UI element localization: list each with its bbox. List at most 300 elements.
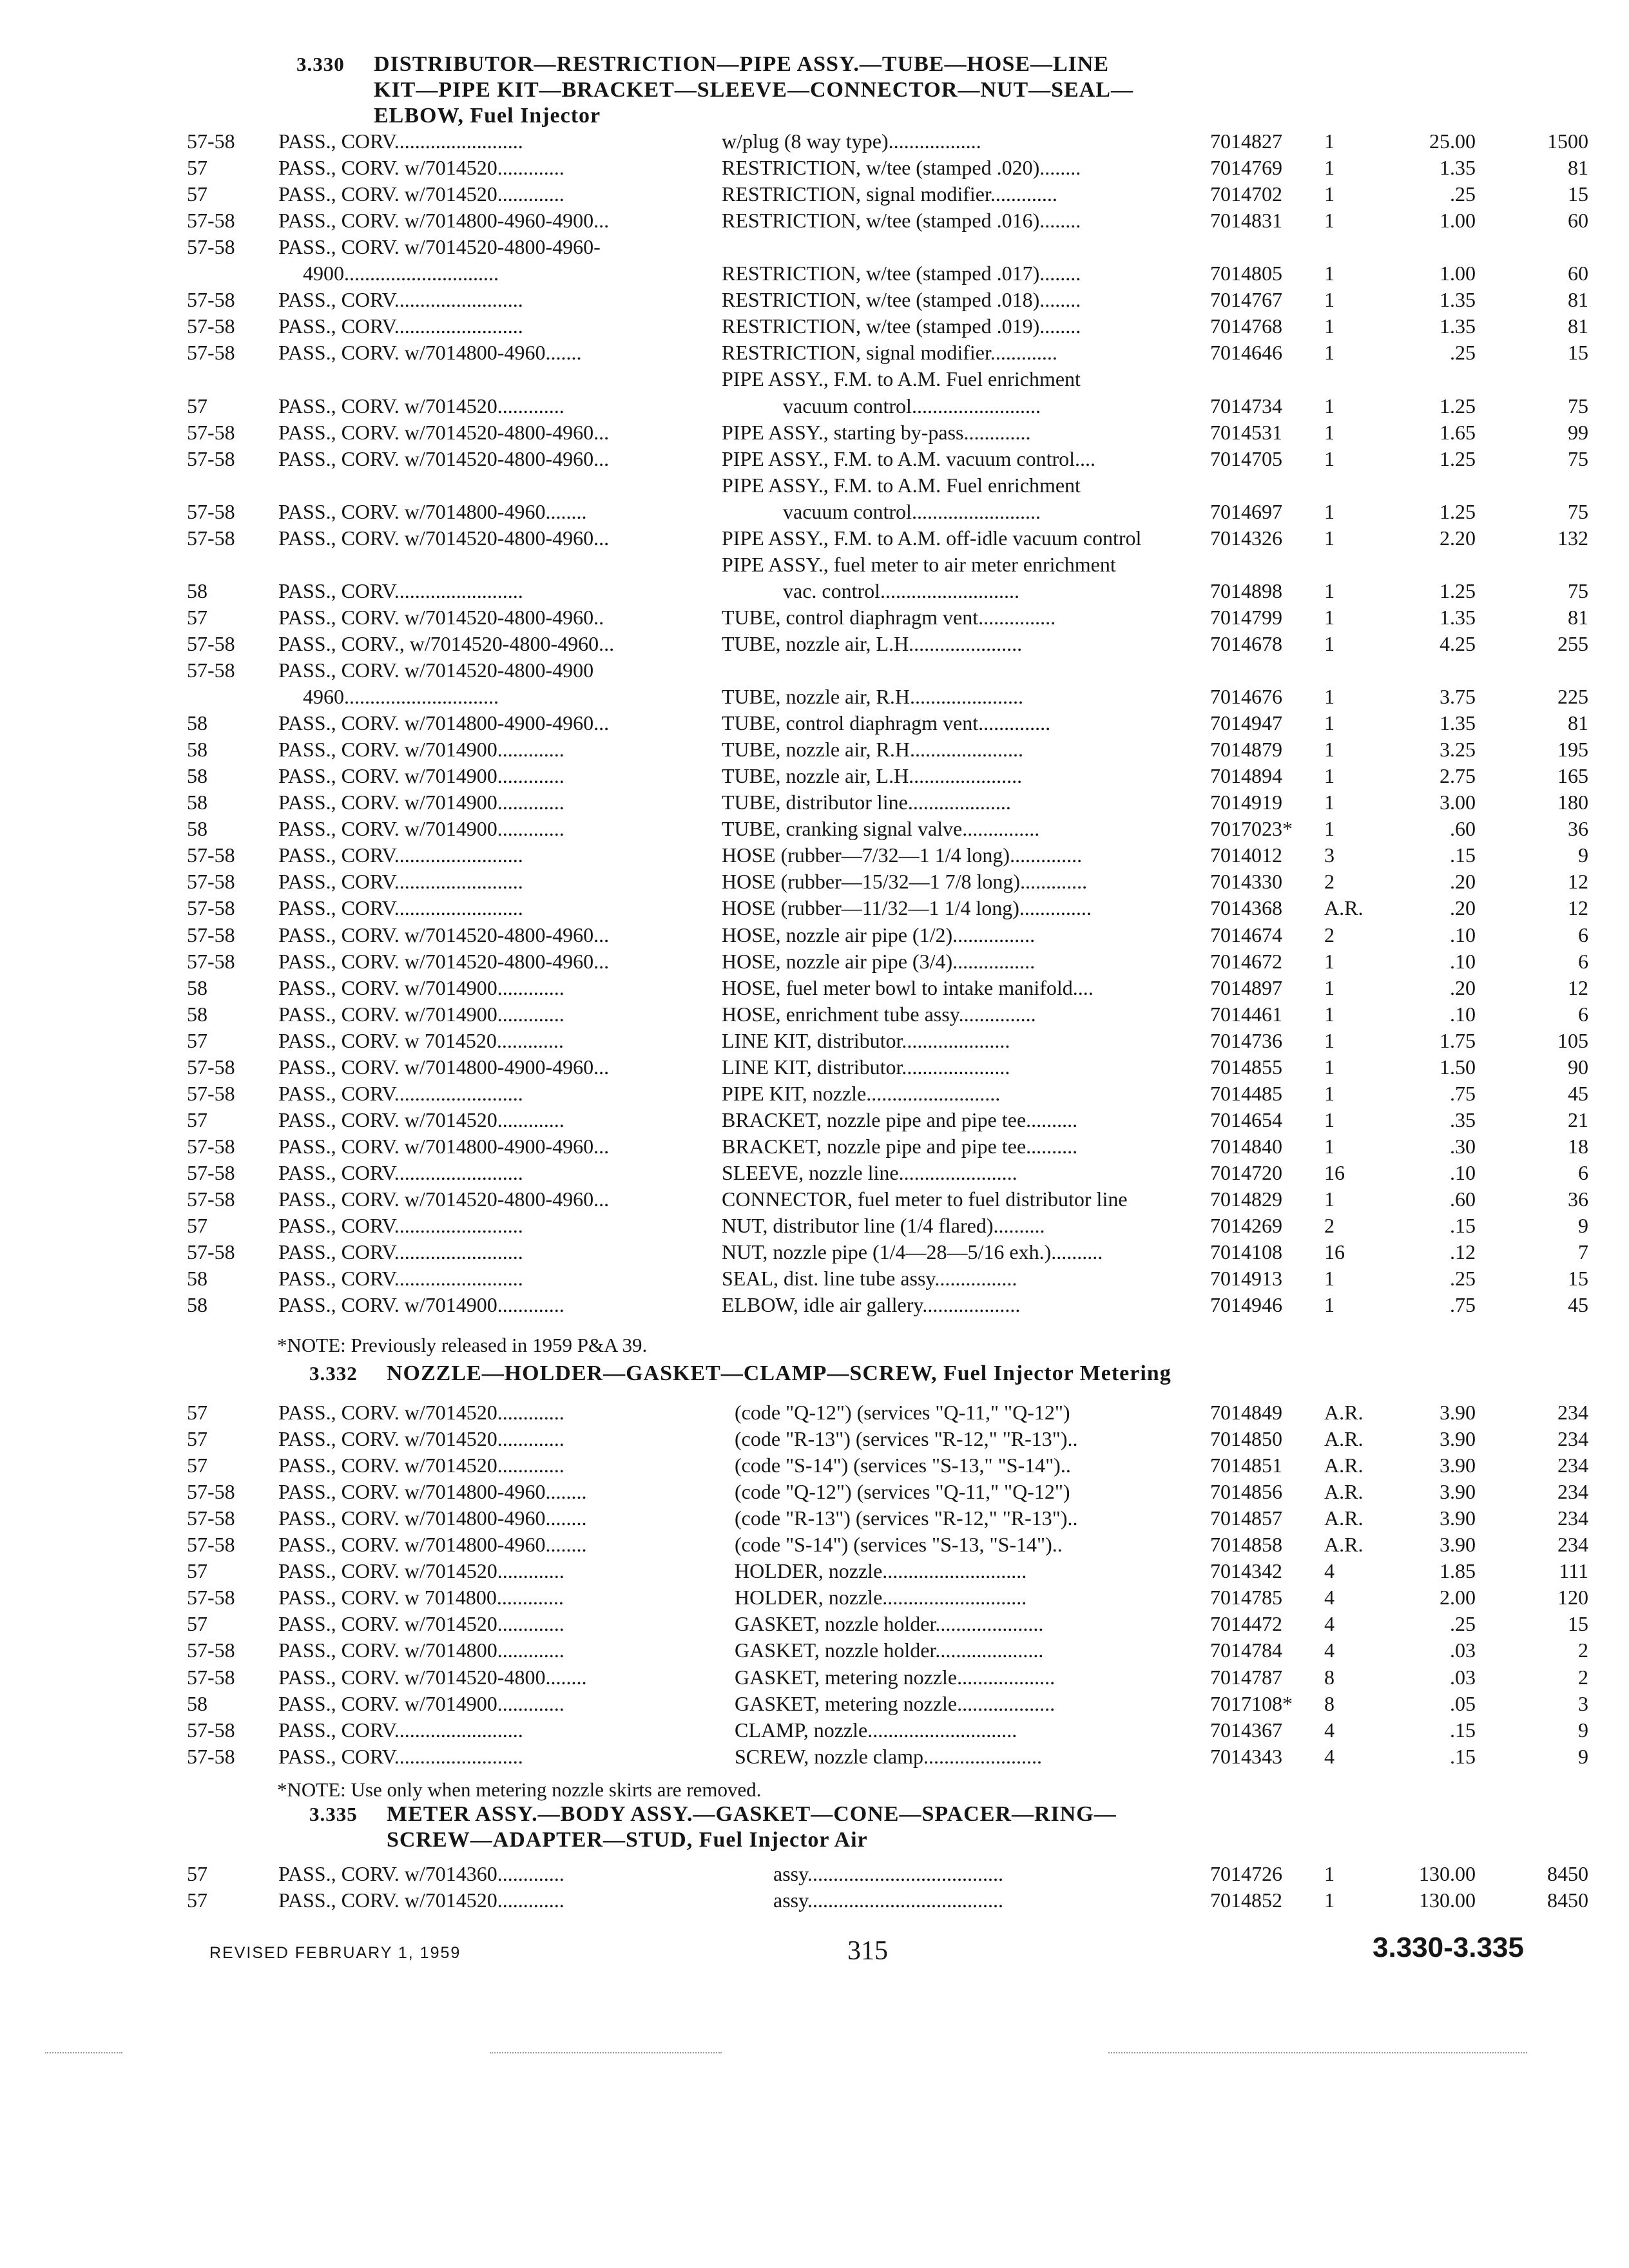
unit-price: .12 — [1450, 1240, 1476, 1264]
quantity: 1 — [1324, 1187, 1335, 1211]
list-price: 2 — [1578, 1665, 1588, 1689]
model-year: 58 — [187, 1293, 207, 1317]
part-description: HOSE (rubber—11/32—1 1/4 long).............. — [722, 896, 1092, 920]
quantity: 1 — [1324, 130, 1335, 153]
unit-price: .10 — [1450, 1160, 1476, 1184]
list-price: 132 — [1557, 526, 1588, 550]
model-year: 58 — [187, 1002, 207, 1026]
quantity: 1 — [1324, 711, 1335, 735]
car-application: PASS., CORV. w/7014520............. — [278, 1108, 564, 1131]
model-year: 57 — [187, 1028, 207, 1052]
section-note: *NOTE: Previously released in 1959 P&A 39. — [277, 1334, 648, 1356]
car-application: PASS., CORV......................... — [278, 1081, 523, 1105]
model-year: 57-58 — [187, 1533, 235, 1557]
part-row — [0, 1479, 1629, 1505]
car-application: PASS., CORV. w/7014800-4960-4900... — [278, 209, 610, 233]
part-description: HOLDER, nozzle............................ — [735, 1586, 1027, 1610]
part-description: RESTRICTION, w/tee (stamped .019)........ — [722, 314, 1081, 338]
part-number: 7014946 — [1210, 1293, 1282, 1317]
list-price: 105 — [1557, 1028, 1588, 1052]
part-row — [0, 207, 1629, 234]
part-number: 7014947 — [1210, 711, 1282, 735]
quantity: 1 — [1324, 1293, 1335, 1317]
list-price: 9 — [1578, 1718, 1588, 1742]
model-year: 57-58 — [187, 1160, 235, 1184]
part-row-first-line — [0, 552, 1629, 578]
part-row — [0, 1133, 1629, 1160]
part-number: 7014913 — [1210, 1267, 1282, 1291]
car-application: PASS., CORV. w/7014360............. — [278, 1862, 564, 1885]
part-row — [0, 869, 1629, 895]
part-number: 7014855 — [1210, 1055, 1282, 1079]
car-application: PASS., CORV. w/7014520............. — [278, 182, 564, 206]
unit-price: 1.65 — [1440, 420, 1476, 444]
quantity: 4 — [1324, 1586, 1335, 1610]
quantity: 1 — [1324, 209, 1335, 233]
unit-price: 1.25 — [1440, 447, 1476, 470]
unit-price: .75 — [1450, 1081, 1476, 1105]
part-description: NUT, nozzle pipe (1/4—28—5/16 exh.).......... — [722, 1240, 1103, 1264]
model-year: 57 — [187, 394, 207, 418]
list-price: 234 — [1557, 1533, 1588, 1557]
list-price: 6 — [1578, 1002, 1588, 1026]
unit-price: 25.00 — [1429, 130, 1476, 153]
car-application: PASS., CORV......................... — [278, 130, 523, 153]
part-number: 7014702 — [1210, 182, 1282, 206]
part-row — [0, 1637, 1629, 1664]
list-price: 180 — [1557, 791, 1588, 814]
list-price: 15 — [1568, 182, 1588, 206]
quantity: A.R. — [1324, 896, 1364, 920]
car-application: PASS., CORV......................... — [278, 1718, 523, 1742]
part-row — [0, 789, 1629, 816]
part-row — [0, 1452, 1629, 1479]
part-number: 7014678 — [1210, 631, 1282, 655]
unit-price: 1.25 — [1440, 499, 1476, 523]
car-application: PASS., CORV......................... — [278, 288, 523, 312]
part-number: 7014849 — [1210, 1401, 1282, 1424]
model-year: 58 — [187, 1267, 207, 1291]
car-application: PASS., CORV., w/7014520-4800-4960... — [278, 631, 615, 655]
part-row — [0, 816, 1629, 842]
part-row — [0, 446, 1629, 472]
part-number: 7014485 — [1210, 1081, 1282, 1105]
part-description: HOSE (rubber—7/32—1 1/4 long).............. — [722, 843, 1083, 867]
list-price: 12 — [1568, 870, 1588, 894]
part-description: BRACKET, nozzle pipe and pipe tee.......... — [722, 1134, 1078, 1158]
car-application: PASS., CORV. w/7014520............. — [278, 1454, 564, 1477]
part-row — [0, 313, 1629, 340]
model-year: 58 — [187, 1691, 207, 1715]
list-price: 6 — [1578, 949, 1588, 973]
quantity: 2 — [1324, 923, 1335, 947]
model-year: 57-58 — [187, 526, 235, 550]
unit-price: 4.25 — [1440, 631, 1476, 655]
part-row-first-line — [0, 366, 1629, 392]
section-heading-line — [374, 77, 1133, 103]
part-row — [0, 419, 1629, 446]
list-price: 9 — [1578, 843, 1588, 867]
part-row — [0, 604, 1629, 631]
list-price: 2 — [1578, 1639, 1588, 1662]
part-row — [0, 181, 1629, 207]
part-number: 7014697 — [1210, 499, 1282, 523]
scan-edge-line-mid — [490, 2052, 722, 2053]
part-number: 7014827 — [1210, 130, 1282, 153]
section-range: 3.330-3.335 — [1373, 1932, 1524, 1963]
quantity: 1 — [1324, 262, 1335, 285]
model-year: 58 — [187, 817, 207, 841]
section-heading-line — [296, 52, 1109, 77]
list-price: 165 — [1557, 764, 1588, 788]
car-application: PASS., CORV. w/7014520-4800-4960.. — [278, 605, 604, 629]
quantity: 2 — [1324, 1214, 1335, 1238]
list-price: 75 — [1568, 579, 1588, 602]
model-year: 57-58 — [187, 1240, 235, 1264]
unit-price: 3.90 — [1440, 1401, 1476, 1424]
quantity: 1 — [1324, 420, 1335, 444]
part-description: TUBE, distributor line.................... — [722, 791, 1011, 814]
unit-price: .15 — [1450, 1718, 1476, 1742]
part-number: 7014472 — [1210, 1612, 1282, 1636]
list-price: 21 — [1568, 1108, 1588, 1131]
section-number: 3.330 — [296, 53, 345, 75]
unit-price: .20 — [1450, 870, 1476, 894]
part-description: GASKET, metering nozzle................... — [735, 1691, 1055, 1715]
part-description: assy...................................... — [773, 1888, 1004, 1912]
quantity: A.R. — [1324, 1401, 1364, 1424]
car-application: PASS., CORV. w/7014520-4800-4960... — [278, 526, 610, 550]
list-price: 225 — [1557, 685, 1588, 709]
section-heading-line — [309, 1802, 1117, 1827]
section-title-text: SCREW—ADAPTER—STUD, Fuel Injector Air — [387, 1828, 868, 1852]
car-application: PASS., CORV. w/7014800-4960........ — [278, 1506, 587, 1530]
part-number: 7014799 — [1210, 605, 1282, 629]
part-number: 7014531 — [1210, 420, 1282, 444]
part-row — [0, 1239, 1629, 1265]
quantity: 1 — [1324, 341, 1335, 365]
part-description: GASKET, metering nozzle................... — [735, 1665, 1055, 1689]
part-description: SEAL, dist. line tube assy................ — [722, 1267, 1017, 1291]
part-row — [0, 975, 1629, 1001]
part-description: vacuum control......................... — [783, 394, 1041, 418]
part-description: (code "S-14") (services "S-13, "S-14").. — [735, 1533, 1063, 1557]
section-heading-line — [387, 1827, 868, 1853]
part-number: 7014919 — [1210, 791, 1282, 814]
unit-price: 1.50 — [1440, 1055, 1476, 1079]
part-row — [0, 1664, 1629, 1691]
unit-price: 1.85 — [1440, 1559, 1476, 1583]
section-number: 3.332 — [309, 1362, 358, 1385]
part-description: GASKET, nozzle holder..................... — [735, 1612, 1044, 1636]
part-description: TUBE, cranking signal valve............... — [722, 817, 1040, 841]
part-number: 7014326 — [1210, 526, 1282, 550]
part-description: HOSE (rubber—15/32—1 7/8 long)............. — [722, 870, 1088, 894]
quantity: 1 — [1324, 1081, 1335, 1105]
part-description: TUBE, nozzle air, R.H...................... — [722, 738, 1023, 762]
part-number: 7014342 — [1210, 1559, 1282, 1583]
part-description: (code "R-13") (services "R-12," "R-13").. — [735, 1506, 1078, 1530]
part-row — [0, 1001, 1629, 1028]
quantity: 1 — [1324, 791, 1335, 814]
revised-date: REVISED FEBRUARY 1, 1959 — [209, 1944, 461, 1962]
car-application: PASS., CORV. w/7014520............. — [278, 1888, 564, 1912]
list-price: 234 — [1557, 1480, 1588, 1504]
part-description: HOSE, fuel meter bowl to intake manifold.... — [722, 975, 1094, 999]
part-number: 7014894 — [1210, 764, 1282, 788]
part-number: 7014857 — [1210, 1506, 1282, 1530]
quantity: 1 — [1324, 631, 1335, 655]
part-number: 7014720 — [1210, 1160, 1282, 1184]
unit-price: .10 — [1450, 923, 1476, 947]
unit-price: 1.00 — [1440, 262, 1476, 285]
car-application: PASS., CORV. w/7014520............. — [278, 1427, 564, 1451]
unit-price: 3.90 — [1440, 1480, 1476, 1504]
model-year: 57-58 — [187, 949, 235, 973]
part-description: vac. control........................... — [783, 579, 1020, 602]
quantity: 1 — [1324, 288, 1335, 312]
list-price: 81 — [1568, 605, 1588, 629]
unit-price: .15 — [1450, 1214, 1476, 1238]
part-number: 7014676 — [1210, 685, 1282, 709]
part-description: LINE KIT, distributor..................... — [722, 1028, 1010, 1052]
part-description: RESTRICTION, signal modifier............. — [722, 341, 1057, 365]
part-number: 7017108* — [1210, 1691, 1293, 1715]
quantity: 4 — [1324, 1718, 1335, 1742]
model-year: 57 — [187, 1888, 207, 1912]
part-number: 7014897 — [1210, 975, 1282, 999]
part-description: PIPE ASSY., F.M. to A.M. Fuel enrichment — [722, 367, 1081, 391]
model-year: 57 — [187, 182, 207, 206]
unit-price: 1.35 — [1440, 156, 1476, 180]
car-application: PASS., CORV. w 7014800............. — [278, 1586, 564, 1610]
unit-price: 1.25 — [1440, 579, 1476, 602]
part-number: 7014767 — [1210, 288, 1282, 312]
part-row — [0, 1265, 1629, 1292]
part-number: 7014646 — [1210, 341, 1282, 365]
scan-edge-line-left — [45, 2052, 122, 2053]
section-heading-line — [374, 103, 601, 129]
car-application: PASS., CORV. w/7014900............. — [278, 738, 564, 762]
part-row — [0, 1081, 1629, 1107]
list-price: 12 — [1568, 896, 1588, 920]
list-price: 81 — [1568, 314, 1588, 338]
list-price: 90 — [1568, 1055, 1588, 1079]
part-description: PIPE KIT, nozzle.......................... — [722, 1081, 1001, 1105]
list-price: 75 — [1568, 394, 1588, 418]
part-row — [0, 1186, 1629, 1213]
part-number: 7014829 — [1210, 1187, 1282, 1211]
section-title-text: NOZZLE—HOLDER—GASKET—CLAMP—SCREW, Fuel Injector Metering — [387, 1361, 1171, 1385]
part-row — [0, 1107, 1629, 1133]
model-year: 57-58 — [187, 658, 235, 682]
unit-price: 1.25 — [1440, 394, 1476, 418]
car-application: PASS., CORV. w/7014520............. — [278, 1612, 564, 1636]
car-application: PASS., CORV. w/7014800-4900-4960... — [278, 1134, 610, 1158]
unit-price: 3.90 — [1440, 1427, 1476, 1451]
list-price: 9 — [1578, 1214, 1588, 1238]
section-title-text: KIT—PIPE KIT—BRACKET—SLEEVE—CONNECTOR—NUT—SEAL— — [374, 78, 1133, 102]
car-application: PASS., CORV. w/7014520-4800-4900 — [278, 658, 594, 682]
part-description: (code "Q-12") (services "Q-11," "Q-12") — [735, 1401, 1070, 1424]
quantity: 1 — [1324, 605, 1335, 629]
quantity: 8 — [1324, 1691, 1335, 1715]
unit-price: .25 — [1450, 1612, 1476, 1636]
part-row — [0, 710, 1629, 736]
part-number: 7014858 — [1210, 1533, 1282, 1557]
car-application: PASS., CORV. w/7014900............. — [278, 1002, 564, 1026]
model-year: 57-58 — [187, 1718, 235, 1742]
part-description: ELBOW, idle air gallery................... — [722, 1293, 1021, 1317]
car-application: PASS., CORV. w/7014520............. — [278, 156, 564, 180]
unit-price: .25 — [1450, 341, 1476, 365]
part-row — [0, 499, 1629, 525]
quantity: 1 — [1324, 182, 1335, 206]
quantity: A.R. — [1324, 1454, 1364, 1477]
unit-price: .15 — [1450, 843, 1476, 867]
section-title-text: ELBOW, Fuel Injector — [374, 104, 601, 128]
quantity: 1 — [1324, 1888, 1335, 1912]
part-description: CLAMP, nozzle............................. — [735, 1718, 1017, 1742]
part-number: 7014736 — [1210, 1028, 1282, 1052]
quantity: 1 — [1324, 447, 1335, 470]
list-price: 45 — [1568, 1081, 1588, 1105]
part-row — [0, 340, 1629, 366]
car-application: PASS., CORV. w/7014520-4800-4960... — [278, 949, 610, 973]
part-number: 7014461 — [1210, 1002, 1282, 1026]
quantity: 1 — [1324, 1134, 1335, 1158]
quantity: 4 — [1324, 1744, 1335, 1768]
list-price: 120 — [1557, 1586, 1588, 1610]
list-price: 7 — [1578, 1240, 1588, 1264]
part-number: 7014831 — [1210, 209, 1282, 233]
model-year: 57 — [187, 1454, 207, 1477]
car-application: PASS., CORV. w 7014520............. — [278, 1028, 564, 1052]
part-description: RESTRICTION, w/tee (stamped .020)........ — [722, 156, 1081, 180]
part-number: 7014672 — [1210, 949, 1282, 973]
car-application: PASS., CORV. w/7014800-4960........ — [278, 1533, 587, 1557]
part-row — [0, 895, 1629, 921]
list-price: 9 — [1578, 1744, 1588, 1768]
unit-price: 1.35 — [1440, 288, 1476, 312]
quantity: 1 — [1324, 1267, 1335, 1291]
quantity: A.R. — [1324, 1480, 1364, 1504]
car-application: PASS., CORV. w/7014520............. — [278, 1559, 564, 1583]
part-description: assy...................................... — [773, 1862, 1004, 1885]
list-price: 60 — [1568, 209, 1588, 233]
part-number: 7014785 — [1210, 1586, 1282, 1610]
unit-price: .60 — [1450, 817, 1476, 841]
unit-price: .15 — [1450, 1744, 1476, 1768]
part-description: RESTRICTION, w/tee (stamped .017)........ — [722, 262, 1081, 285]
part-row — [0, 922, 1629, 948]
list-price: 3 — [1578, 1691, 1588, 1715]
part-number: 7014012 — [1210, 843, 1282, 867]
unit-price: .35 — [1450, 1108, 1476, 1131]
car-application: PASS., CORV. w/7014800............. — [278, 1639, 564, 1662]
part-number: 7014852 — [1210, 1888, 1282, 1912]
part-description: PIPE ASSY., F.M. to A.M. off-idle vacuum control — [722, 526, 1142, 550]
model-year: 57-58 — [187, 341, 235, 365]
car-application: PASS., CORV. w/7014520............. — [278, 1401, 564, 1424]
car-application: PASS., CORV......................... — [278, 579, 523, 602]
part-description: (code "S-14") (services "S-13," "S-14").. — [735, 1454, 1071, 1477]
list-price: 195 — [1557, 738, 1588, 762]
list-price: 81 — [1568, 156, 1588, 180]
part-description: TUBE, control diaphragm vent............... — [722, 605, 1056, 629]
part-description: (code "Q-12") (services "Q-11," "Q-12") — [735, 1480, 1070, 1504]
list-price: 111 — [1559, 1559, 1588, 1583]
page-number: 315 — [847, 1936, 888, 1966]
car-application: PASS., CORV. w/7014520............. — [278, 394, 564, 418]
quantity: 1 — [1324, 1002, 1335, 1026]
unit-price: .03 — [1450, 1665, 1476, 1689]
car-application: PASS., CORV......................... — [278, 1240, 523, 1264]
model-year: 57-58 — [187, 896, 235, 920]
list-price: 45 — [1568, 1293, 1588, 1317]
model-year: 57-58 — [187, 447, 235, 470]
part-description: PIPE ASSY., F.M. to A.M. Fuel enrichment — [722, 473, 1081, 497]
part-row — [0, 1292, 1629, 1318]
model-year: 57-58 — [187, 1081, 235, 1105]
quantity: 4 — [1324, 1639, 1335, 1662]
car-application: PASS., CORV. w/7014900............. — [278, 817, 564, 841]
model-year: 57 — [187, 1427, 207, 1451]
quantity: 1 — [1324, 1055, 1335, 1079]
part-number: 7014851 — [1210, 1454, 1282, 1477]
quantity: 1 — [1324, 314, 1335, 338]
part-description: CONNECTOR, fuel meter to fuel distributor line — [722, 1187, 1128, 1211]
part-row — [0, 1054, 1629, 1081]
model-year: 57-58 — [187, 1480, 235, 1504]
model-year: 57 — [187, 1862, 207, 1885]
model-year: 57-58 — [187, 1134, 235, 1158]
part-number: 7014654 — [1210, 1108, 1282, 1131]
model-year: 57-58 — [187, 843, 235, 867]
part-number: 7014734 — [1210, 394, 1282, 418]
part-number: 7014769 — [1210, 156, 1282, 180]
quantity: A.R. — [1324, 1533, 1364, 1557]
unit-price: .20 — [1450, 975, 1476, 999]
unit-price: .20 — [1450, 896, 1476, 920]
part-number: 7014108 — [1210, 1240, 1282, 1264]
unit-price: 1.00 — [1440, 209, 1476, 233]
unit-price: 130.00 — [1419, 1888, 1476, 1912]
part-number: 7014367 — [1210, 1718, 1282, 1742]
list-price: 6 — [1578, 1160, 1588, 1184]
part-description: TUBE, nozzle air, L.H...................... — [722, 631, 1023, 655]
part-description: vacuum control......................... — [783, 499, 1041, 523]
model-year: 57-58 — [187, 1586, 235, 1610]
part-row — [0, 287, 1629, 313]
quantity: 2 — [1324, 870, 1335, 894]
part-row — [0, 128, 1629, 155]
part-number: 7014840 — [1210, 1134, 1282, 1158]
model-year: 57-58 — [187, 1055, 235, 1079]
quantity: A.R. — [1324, 1506, 1364, 1530]
car-application: PASS., CORV......................... — [278, 314, 523, 338]
part-number: 7014850 — [1210, 1427, 1282, 1451]
part-number: 7014674 — [1210, 923, 1282, 947]
car-application: PASS., CORV. w/7014520-4800-4960... — [278, 447, 610, 470]
quantity: 1 — [1324, 738, 1335, 762]
part-row — [0, 948, 1629, 975]
unit-price: 2.75 — [1440, 764, 1476, 788]
model-year: 57-58 — [187, 1187, 235, 1211]
part-row — [0, 393, 1629, 419]
unit-price: 130.00 — [1419, 1862, 1476, 1885]
section-heading-line — [309, 1361, 1171, 1387]
